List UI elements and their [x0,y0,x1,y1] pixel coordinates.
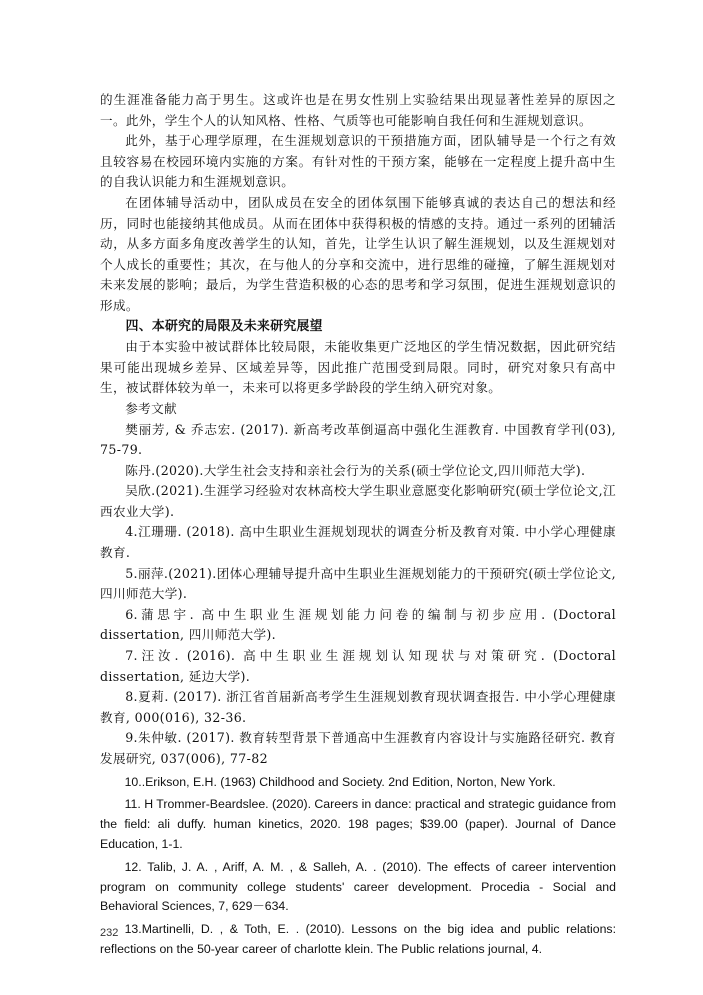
paragraph-limitations: 由于本实验中被试群体比较局限，未能收集更广泛地区的学生情况数据，因此研究结果可能出现城乡差异、区域差异等，因此推广范围受到局限。同时，研究对象只有高中生，被试群体较为单一，未来可以将更多学龄段的学生纳入研究对象。 [100,339,616,396]
paragraph-continued: 的生涯准备能力高于男生。这或许也是在男女性别上实验结果出现显著性差异的原因之一。此外，学生个人的认知风格、性格、气质等也可能影响自我任何和生涯规划意识。 [100,92,616,128]
reference-item: 6.蒲思宇. 高中生职业生涯规划能力问卷的编制与初步应用. (Doctoral dissertation, 四川师范大学). [100,606,616,643]
reference-item-en: 11. H Trommer-Beardslee. (2020). Careers in dance: practical and strategic guidance from the field: ali duffy. human kinetics, 2020. 198 pages; $39.00 (paper). Journal of Dance Education, 1-1. [100,797,616,851]
page-number: 232 [100,927,119,939]
reference-item: 吴欣.(2021).生涯学习经验对农林高校大学生职业意愿变化影响研究(硕士学位论文,江西农业大学). [100,483,616,519]
reference-item: 8.夏莉. (2017). 浙江省首届新高考学生生涯规划教育现状调查报告. 中小学心理健康教育, 000(016), 32-36. [100,689,616,725]
reference-item: 樊丽芳, & 乔志宏. (2017). 新高考改革倒逼高中强化生涯教育. 中国教育学刊(03), 75-79. [100,421,616,458]
reference-item-en: 12. Talib, J. A. , Ariff, A. M. , & Salleh, A. . (2010). The effects of career intervention program on community college students' career development. Procedia - Social and Behavioral Sciences, 7, 629－634. [100,859,616,914]
references-title: 参考文献 [125,400,177,416]
reference-item: 9.朱仲敏. (2017). 教育转型背景下普通高中生涯教育内容设计与实施路径研究. 教育发展研究, 037(006), 77-82 [100,730,616,766]
reference-item-en: 13.Martinelli, D. , & Toth, E. . (2010). Lessons on the big idea and public relations: reflections on the 50-year career of charlotte klein. The Public relations journal, 4. [100,922,616,956]
reference-item-en: 10..Erikson, E.H. (1963) Childhood and Society. 2nd Edition, Norton, New York. [124,774,556,789]
paragraph-group-counseling: 在团体辅导活动中，团队成员在安全的团体氛围下能够真诚的表达自己的想法和经历，同时也能接纳其他成员。从而在团体中获得积极的情感的支持。通过一系列的团辅活动，从多方面多角度改善学生的认知，首先，让学生认识了解生涯规划，以及生涯规划对个人成长的重要性；其次，在与他人的分享和交流中，进行思维的碰撞，了解生涯规划对未来发展的影响；最后，为学生营造积极的心态的思考和学习氛围，促进生涯规划意识的形成。 [100,194,616,313]
body-text [100,90,616,960]
reference-item: 7.汪汝. (2016). 高中生职业生涯规划认知现状与对策研究. (Doctoral dissertation, 延边大学). [100,648,616,684]
reference-item: 5.丽萍.(2021).团体心理辅导提升高中生职业生涯规划能力的干预研究(硕士学位论文,四川师范大学). [100,565,616,602]
reference-item: 4.江珊珊. (2018). 高中生职业生涯规划现状的调查分析及教育对策. 中小学心理健康教育. [100,524,616,561]
section-heading: 四、本研究的局限及未来研究展望 [125,318,323,334]
paragraph-intervention: 此外，基于心理学原理，在生涯规划意识的干预措施方面，团队辅导是一个行之有效且较容易在校园环境内实施的方案。有针对性的干预方案，能够在一定程度上提升高中生的自我认识能力和生涯规划意识。 [100,133,616,190]
reference-item: 陈丹.(2020).大学生社会支持和亲社会行为的关系(硕士学位论文,四川师范大学). [125,462,586,478]
